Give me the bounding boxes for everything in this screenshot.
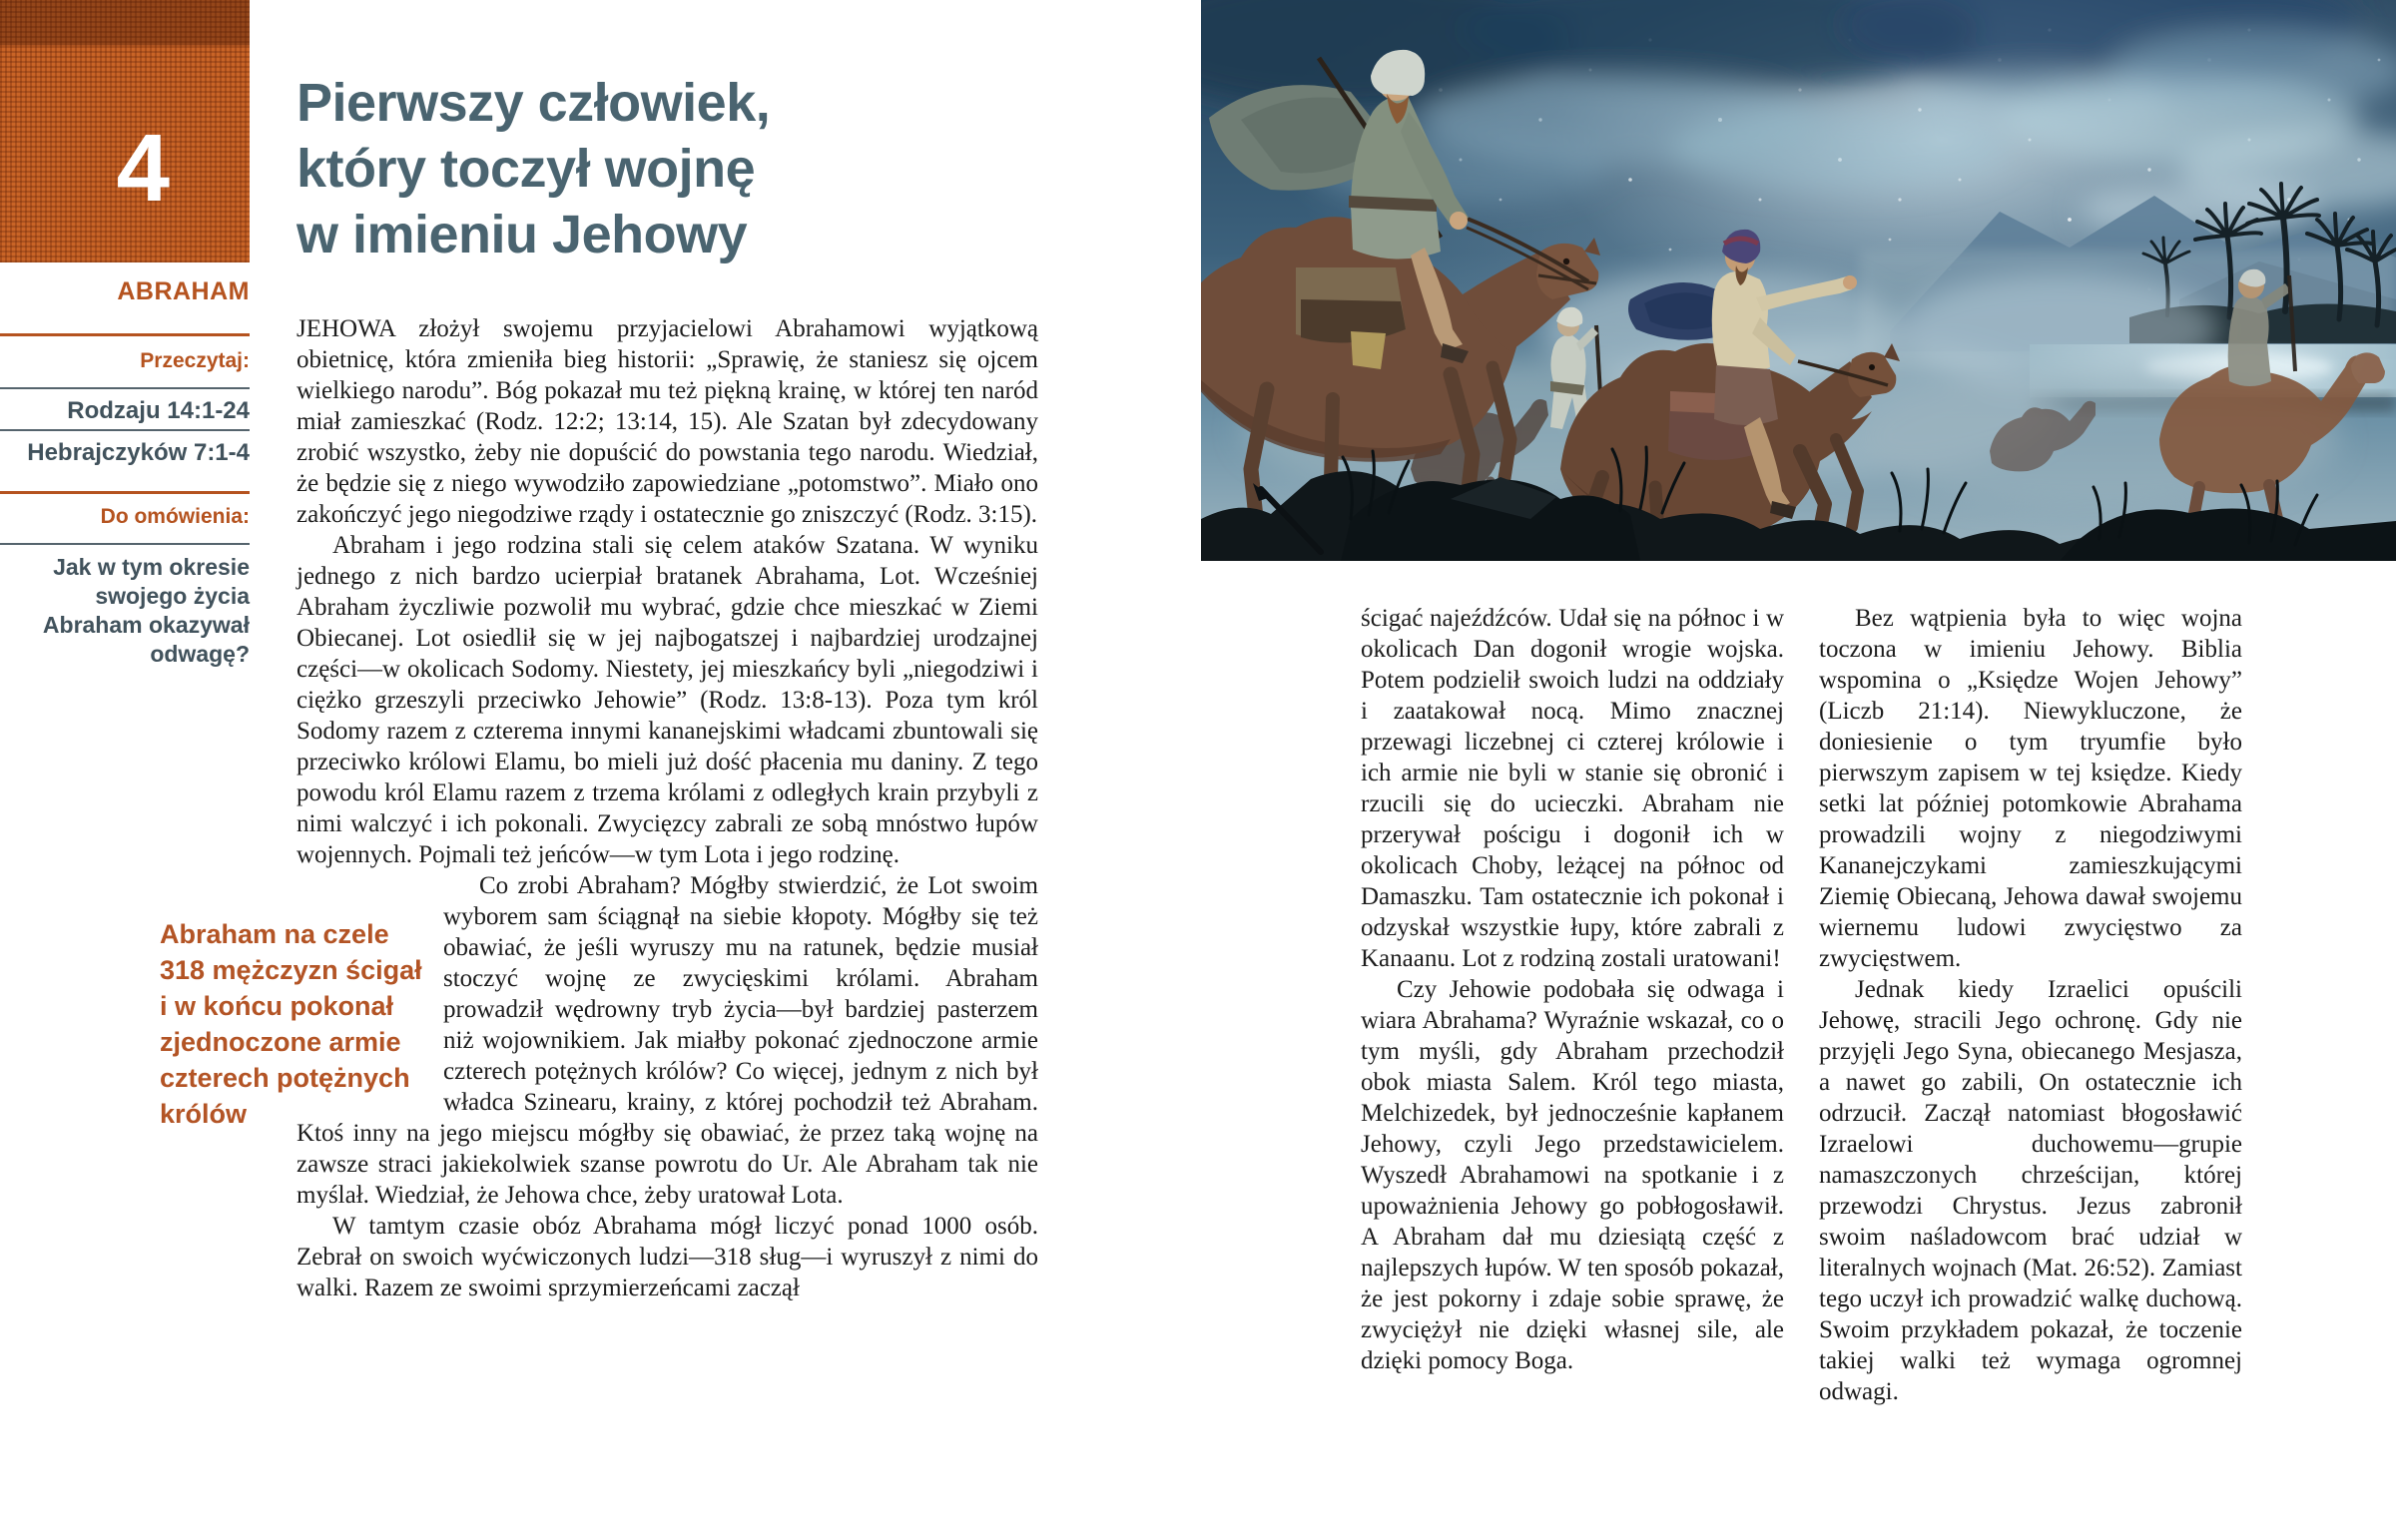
camel-caravan-illustration [1201,0,2396,561]
paragraph [160,870,1038,1211]
article-title-line: Pierwszy człowiek, [297,73,771,133]
paragraph: JEHOWA złożył swojemu przyjacielowi Abrahamowi wyjątkową obietnicę, która zmieniła bieg historii: „Sprawię, że staniesz się ojcem wielkiego narodu”. Bóg pokazał mu też piękną krainę, w której ten naród miał zamieszkać (Rodz. 12:2; 13:14, 15). Ale Szatan był zdecydowany zrobić wszystko, żeby nie dopuścić do powstania tego narodu. Wiedział, że będzie się z niego wywodziło zapowiedziane „potomstwo”. Miało ono zakończyć jego niegodziwe rządy i ostatecznie go zniszczyć (Rodz. 3:15). [297,315,1038,528]
discuss-label: Do omówienia: [100,505,250,528]
paragraph: W tamtym czasie obóz Abrahama mógł liczyć ponad 1000 osób. Zebrał on swoich wyćwiczonych ludzi—318 sług—i wyruszył z nimi do walki. Razem ze swoimi sprzymierzeńcami zaczął [297,1213,1038,1301]
divider [0,491,250,494]
paragraph-text: Co zrobi Abraham? Mógłby stwierdzić, że Lot swoim wyborem sam ściągnął na siebie kłopoty. Mógłby się też obawiać, że jeśli wyruszy mu na ratunek, będzie musiał stoczyć wojnę ze zwycięskimi królami. Abraham prowadził wędrowny tryb życia—był bardziej pasterzem niż wojownikiem. Jak miałby pokonać zjednoczone armie czterech potężnych królów? Co więcej, jednym z nich był władca Szinearu, krainy, z której pochodził też Abraham. Ktoś inny na jego miejscu mógłby się obawiać, że przez taką wojnę na zawsze straci jakiekolwiek szanse powrotu do Ur. Ale Abraham tak nie myślał. Wiedział, że Jehowa chce, żeby uratował Lota. [297,872,1038,1209]
divider [0,429,250,431]
night-caravan-art [1201,0,2396,561]
article-title [297,70,935,267]
discussion-question: Jak w tym okresie swojego życia Abraham okazywał odwagę? [42,554,250,667]
paragraph: Czy Jehowie podobała się odwaga i wiara Abrahama? Wyraźnie wskazał, co o tym myśli, gdy Abraham przechodził obok miasta Salem. Król tego miasta, Melchizedek, był jednocześnie kapłanem Jehowy, czyli Jego przedstawicielem. Wyszedł Abrahamowi na spotkanie i z upoważnienia Jehowy go pobłogosławił. A Abraham dał mu dziesiątą część z najlepszych łupów. W ten sposób pokazał, że jest pokorny i zdaje sobie sprawę, że zwyciężył nie dzięki własnej sile, ale dzięki pomocy Boga. [1361,976,1784,1374]
article-body-right [1819,603,2242,1407]
article-title-line: w imieniu Jehowy [297,205,748,264]
lesson-number: 4 [116,115,170,222]
scripture-reference: Rodzaju 14:1-24 [67,397,250,424]
divider [0,387,250,389]
pull-quote: Abraham na czele 318 mężczyzn ścigał i w końcu pokonał zjednoczone armie czterech potężnych królów [160,919,422,1129]
paragraph: ścigać najeźdźców. Udał się na północ i w okolicach Dan dogonił wrogie wojska. Potem podzielił swoich ludzi na oddziały i zaatakował nocą. Mimo znacznej przewagi liczebnej ci czterej królowie i ich armie nie byli w stanie się obronić i rzucili się do ucieczki. Abraham nie przerywał pościgu i dogonił ich w okolicach Choby, leżącej na północ od Damaszku. Tam ostatecznie ich pokonał i odzyskał wszystkie łupy, które zabrali z Kanaanu. Lot z rodziną zostali uratowani! [1361,605,1784,972]
scripture-reference: Hebrajczyków 7:1-4 [27,439,250,466]
category-label: ABRAHAM [117,277,250,305]
paragraph: Bez wątpienia była to więc wojna toczona w imieniu Jehowy. Biblia wspomina o „Księdze Wojen Jehowy” (Liczb 21:14). Niewykluczone, że doniesienie o tym tryumfie było pierwszym zapisem w tej księdze. Kiedy setki lat później potomkowie Abrahama prowadzili wojny z niegodziwymi Kananejczykami zamieszkującymi Ziemię Obiecaną, Jehowa dawał swojemu wiernemu ludowi zwycięstwo za zwycięstwem. [1819,605,2242,972]
divider [0,333,250,336]
article-body-middle [1361,603,1784,1376]
divider [0,543,250,545]
read-label: Przeczytaj: [140,349,250,372]
article-title-line: który toczył wojnę [297,139,756,199]
lesson-number-block [0,0,250,262]
paragraph: Abraham i jego rodzina stali się celem ataków Szatana. W wyniku jednego z nich bardzo ucierpiał bratanek Abrahama, Lot. Wcześniej Abraham życzliwie pozwolił mu wybrać, gdzie chce mieszkać w Ziemi Obiecanej. Lot osiedlił się w jej najbogatszej i najbardziej urodzajnej części—w okolicach Sodomy. Niestety, jej mieszkańcy byli „niegodziwi i ciężko grzeszyli przeciwko Jehowie” (Rodz. 13:8-13). Poza tym król Sodomy razem z czterema innymi kananejskimi władcami zbuntowali się przeciwko królowi Elamu, bo mieli już dość płacenia mu daniny. Z tego powodu król Elamu razem z trzema królami z odległych krain przybyli z nimi walczyć i ich pokonali. Zwycięzcy zabrali ze sobą mnóstwo łupów wojennych. Pojmali też jeńców—w tym Lota i jego rodzinę. [297,532,1038,868]
paragraph: Jednak kiedy Izraelici opuścili Jehowę, stracili Jego ochronę. Gdy nie przyjęli Jego Syna, obiecanego Mesjasza, a nawet go zabili, On ostatecznie ich odrzucił. Zaczął natomiast błogosławić Izraelowi duchowemu—grupie namaszczonych chrześcijan, której przewodzi Chrystus. Jezus zabronił swoim naśladowcom brać udział w literalnych wojnach (Mat. 26:52). Zamiast tego uczył ich prowadzić walkę duchową. Swoim przykładem pokazał, że toczenie takiej walki też wymaga ogromnej odwagi. [1819,976,2242,1405]
